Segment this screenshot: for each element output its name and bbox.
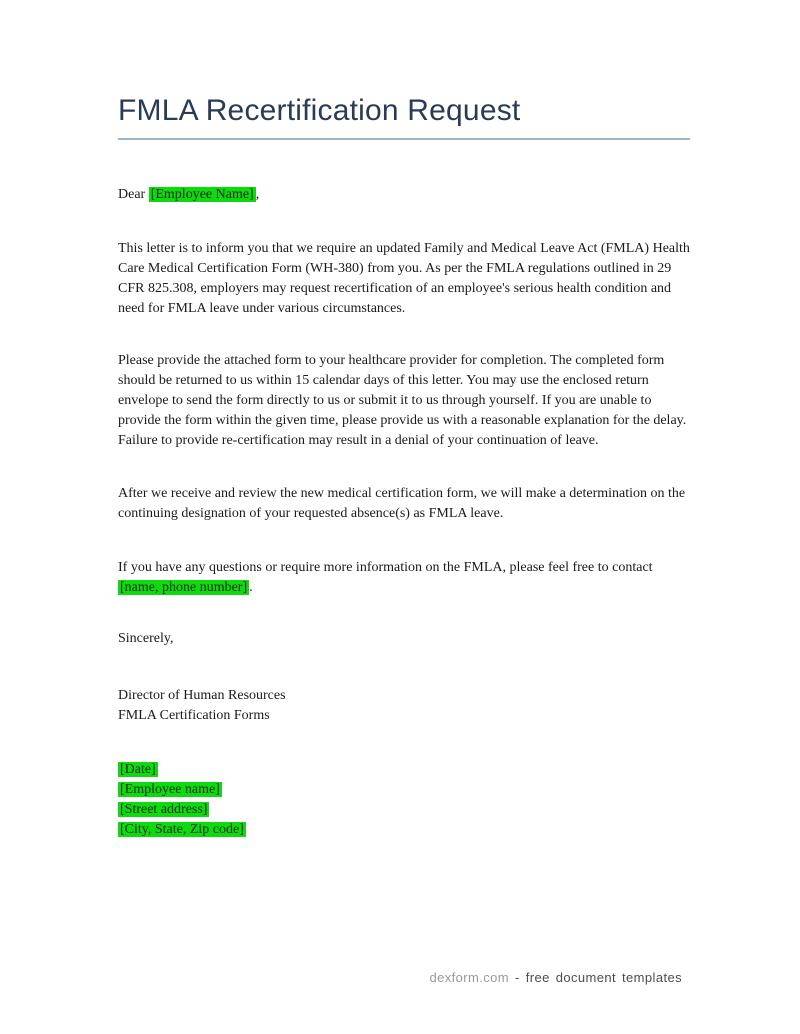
paragraph-form-instructions: Please provide the attached form to your healthcare provider for completion. The completed form should be returned to us within 15 calendar days of this letter. You may use the enclosed return envelope to send the form directly to us or submit it to us through yourself. If you are unable to provide the form within the given time, please provide us with a reasonable explanation for the delay. Failure to provide re-certification may result in a denial of your continuation of leave. [118,353,687,448]
signature-department: FMLA Certification Forms [118,708,270,723]
footer [429,970,682,985]
paragraph-contact [118,558,690,598]
signature-title: Director of Human Resources [118,688,286,703]
greeting-suffix: , [255,187,260,202]
street-address-placeholder: [Street address] [120,802,208,817]
date-placeholder: [Date] [120,762,156,777]
paragraph-recertification-notice: This letter is to inform you that we require an updated Family and Medical Leave Act (FMLA) Health Care Medical Certification Form (WH-380) from you. As per the FMLA regulations outlined in 29 CFR 825.308, employers may request recertification of an employee's serious health condition and need for FMLA leave under various circumstances. [118,241,690,316]
letter-content [118,0,690,840]
footer-site-name: dexform.com [429,970,509,985]
city-state-zip-placeholder: [City, State, Zip code] [120,822,244,837]
employee-name-placeholder: [Employee Name] [150,187,254,202]
contact-placeholder: [name, phone number] [120,580,248,595]
employee-name-field-placeholder: [Employee name] [120,782,220,797]
footer-tagline: - free document templates [508,970,682,985]
address-line-city [118,820,690,840]
closing-line: Sincerely, [118,631,174,646]
greeting-prefix: Dear [118,187,149,202]
address-line-date [118,760,690,780]
paragraph-review-determination: After we receive and review the new medical certification form, we will make a determination on the continuing designation of your requested absence(s) as FMLA leave. [118,486,686,521]
contact-suffix: . [249,580,253,595]
greeting-line [118,185,690,205]
signature-block [118,686,690,726]
address-line-name [118,780,690,800]
contact-text: If you have any questions or require more information on the FMLA, please feel free to contact [118,560,653,575]
address-line-street [118,800,690,820]
document-title: FMLA Recertification Request [118,0,690,140]
address-block [118,760,690,840]
